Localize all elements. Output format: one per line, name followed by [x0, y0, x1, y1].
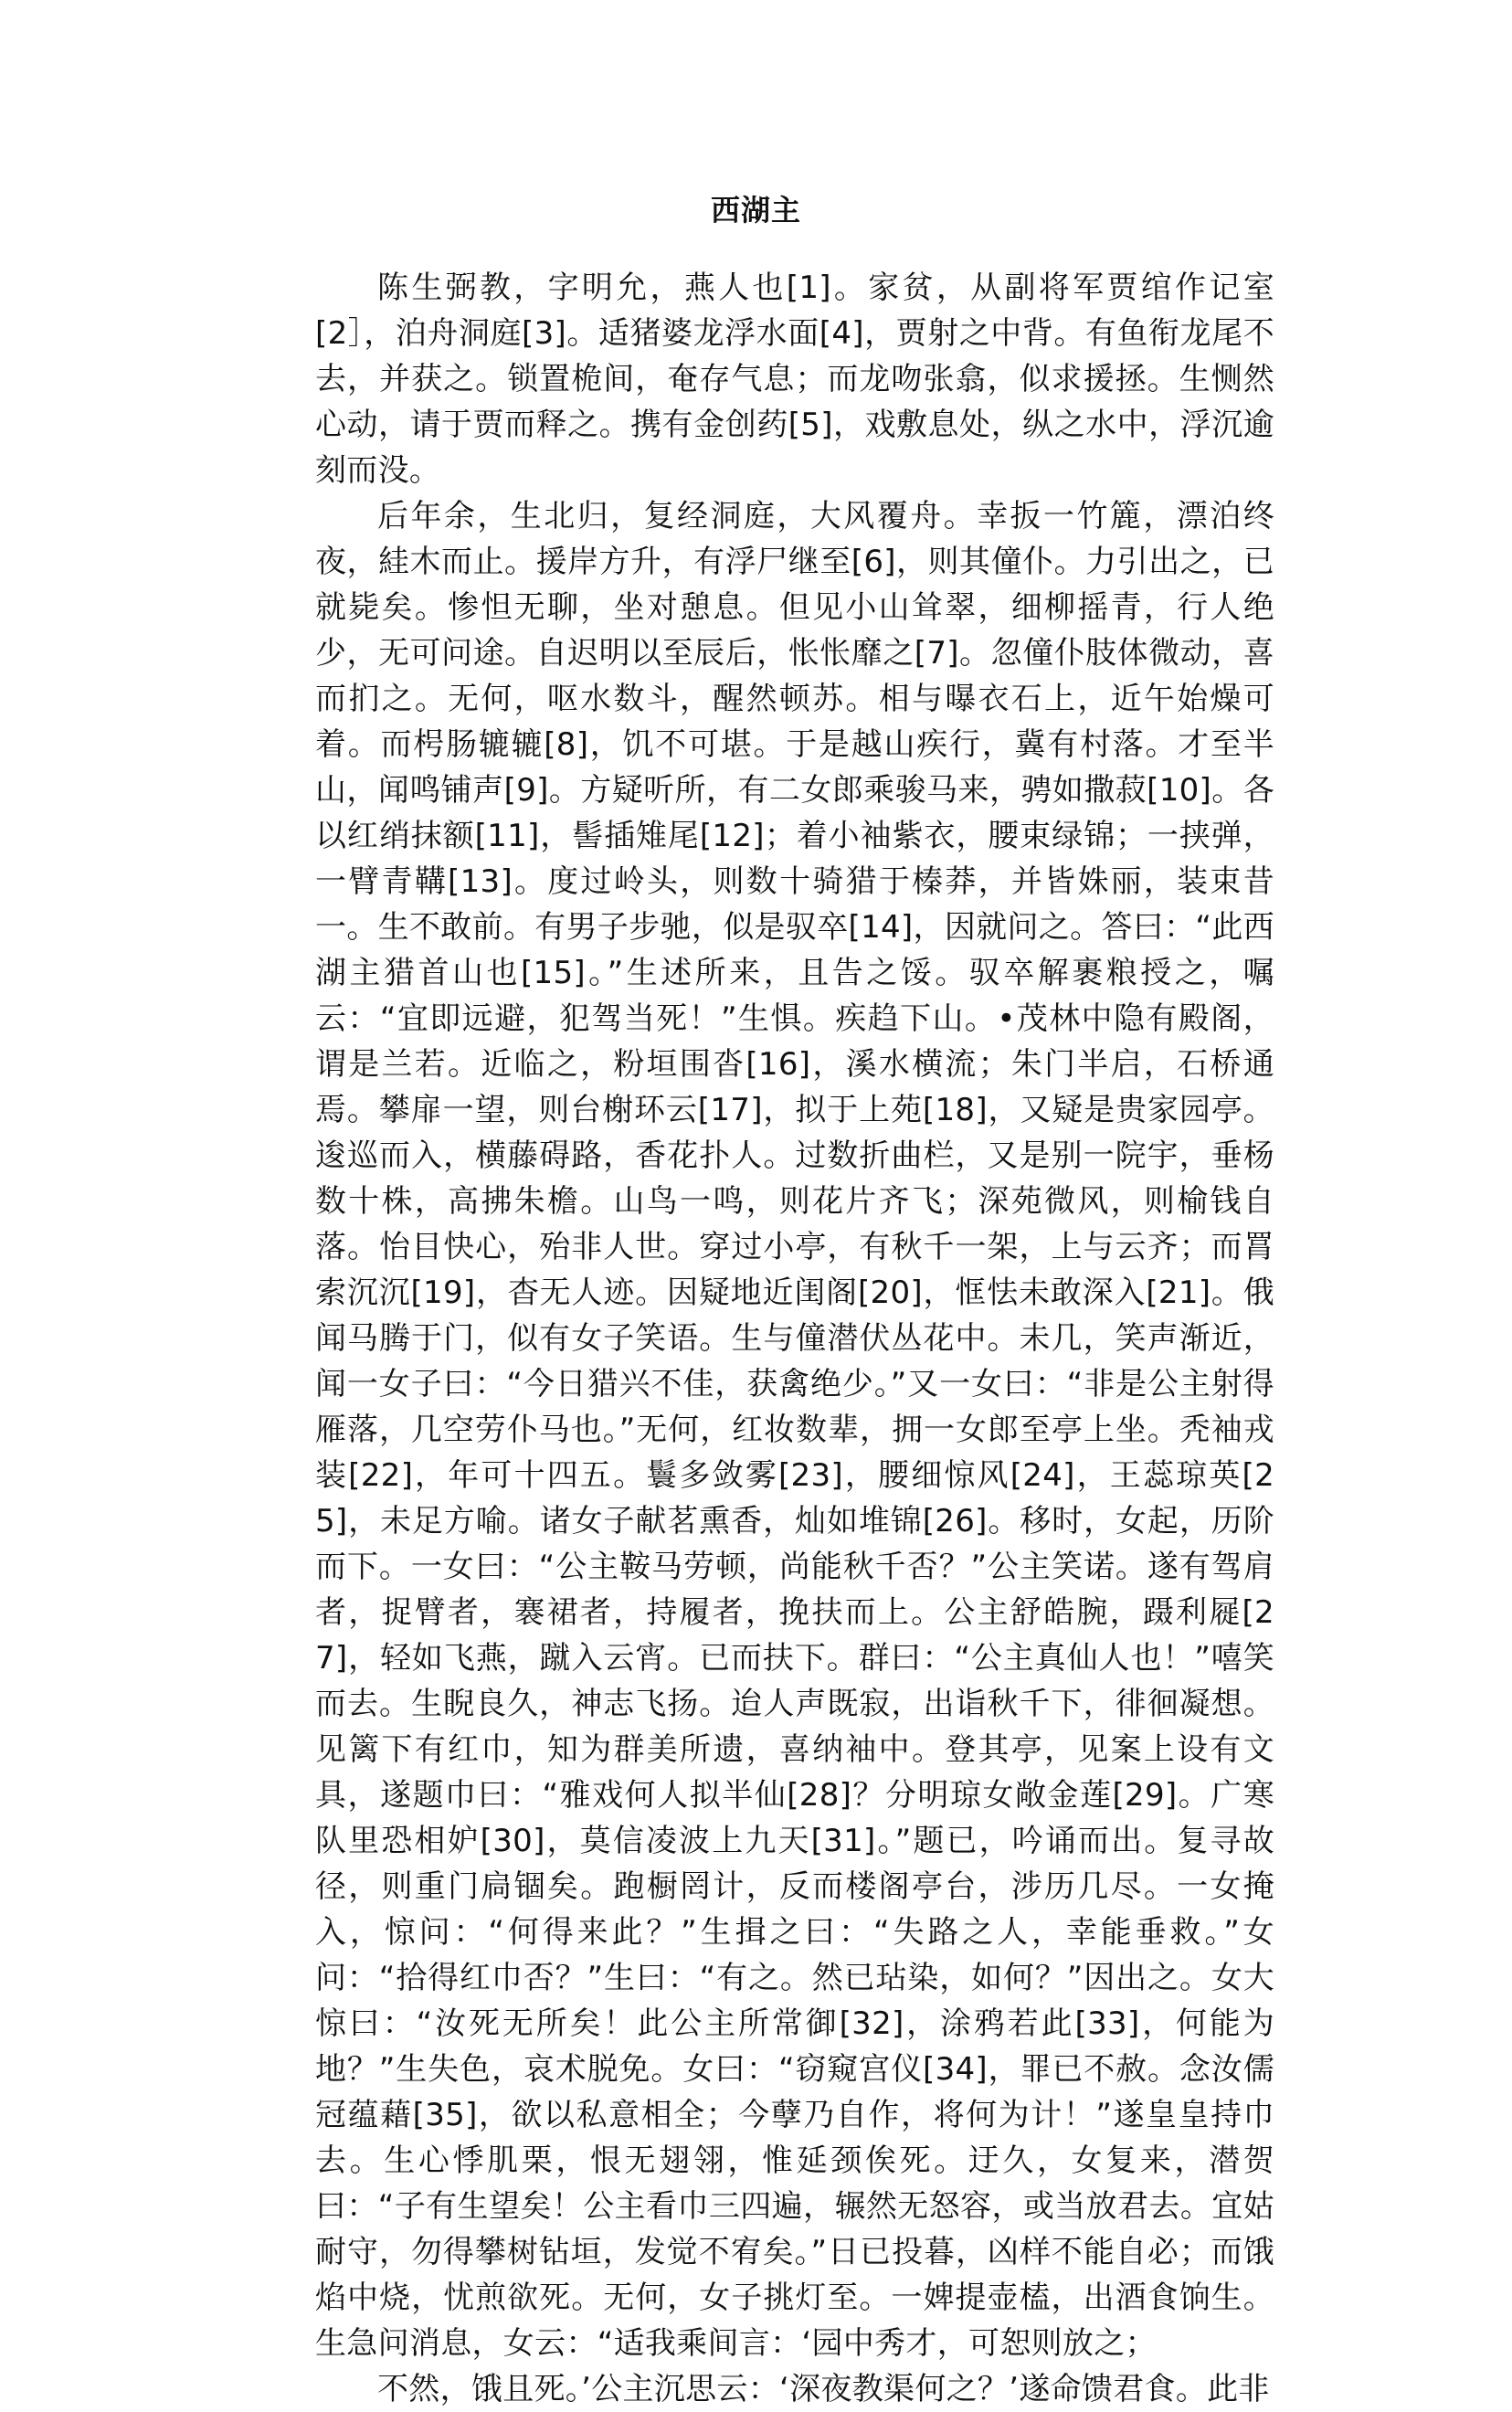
- paragraph-2: 后年余，生北归，复经洞庭，大风覆舟。幸扳一竹簏，漂泊终夜，絓木而止。援岸方升，有浮尸继至[6]，则其僮仆。力引出之，已就毙矣。惨怛无聊，坐对憩息。但见小山耸翠，细柳摇青，行人绝少，无可问途。自迟明以至辰后，怅怅靡之[7]。忽僮仆肢体微动，喜而扪之。无何，呕水数斗，醒然顿苏。相与曝衣石上，近午始燥可着。而枵肠辘辘[8]，饥不可堪。于是越山疾行，冀有村落。才至半山，闻鸣铺声[9]。方疑听所，有二女郎乘骏马来，骋如撒菽[10]。各以红绡抹额[11]，髻插雉尾[12]；着小袖紫衣，腰束绿锦；一挟弹，一臂青鞲[13]。度过岭头，则数十骑猎于榛莽，并皆姝丽，装束昔一。生不敢前。有男子步驰，似是驭卒[14]，因就问之。答曰：“此西湖主猎首山也[15]。”生述所来，且告之馁。驭卒解裹粮授之，嘱云：“宜即远避，犯驾当死！”生惧。疾趋下山。•茂林中隐有殿阁，谓是兰若。近临之，粉垣围沓[16]，溪水横流；朱门半启，石桥通焉。攀扉一望，则台榭环云[17]，拟于上苑[18]，又疑是贵家园亭。逡巡而入，横藤碍路，香花扑人。过数折曲栏，又是别一院宇，垂杨数十株，高拂朱檐。山鸟一鸣，则花片齐飞；深苑微风，则榆钱自落。怡目快心，殆非人世。穿过小亭，有秋千一架，上与云齐；而罥索沉沉[19]，杳无人迹。因疑地近闺阁[20]，恇怯未敢深入[21]。俄闻马腾于门，似有女子笑语。生与僮潜伏丛花中。未几，笑声渐近，闻一女子曰：“今日猎兴不佳，获禽绝少。”又一女曰：“非是公主射得雁落，几空劳仆马也。”无何，红妆数辈，拥一女郎至亭上坐。秃袖戎装[22]，年可十四五。鬟多敛雾[23]，腰细惊风[24]，王蕊琼英[25]，未足方喻。诸女子献茗熏香，灿如堆锦[26]。移时，女起，历阶而下。一女曰：“公主鞍马劳顿，尚能秋千否？”公主笑诺。遂有驾肩者，捉臂者，褰裙者，持履者，挽扶而上。公主舒皓腕，蹑利屣[27]，轻如飞燕，蹴入云宵。已而扶下。群曰：“公主真仙人也！”嘻笑而去。生睨良久，神志飞扬。迨人声既寂，出诣秋千下，徘徊凝想。见篱下有红巾，知为群美所遗，喜纳袖中。登其亭，见案上设有文具，遂题巾曰：“雅戏何人拟半仙[28]？分明琼女敞金莲[29]。广寒队里恐相妒[30]，莫信凌波上九天[31]。”题已，吟诵而出。复寻故径，则重门扃锢矣。跑橱罔计，反而楼阁亭台，涉历几尽。一女掩入，惊问：“何得来此？”生揖之曰：“失路之人，幸能垂救。”女问：“拾得红巾否？”生曰：“有之。然已玷染，如何？”因出之。女大惊曰：“汝死无所矣！此公主所常御[32]，涂鸦若此[33]，何能为地？”生失色，哀术脱免。女曰：“窃窥宫仪[34]，罪已不赦。念汝儒冠蕴藉[35]，欲以私意相全；今孽乃自作，将何为计！”遂皇皇持巾去。生心悸肌栗，恨无翅翎，惟延颈俟死。迂久，女复来，潜贺曰：“子有生望矣！公主看巾三四遍，辗然无怒容，或当放君去。宜姑耐守，勿得攀树钻垣，发觉不宥矣。”日已投暮，凶样不能自必；而饿焰中烧，忧煎欲死。无何，女子挑灯至。一婢提壶榼，出酒食饷生。生急问消息，女云：“适我乘间言：‘园中秀才，可恕则放之；: [315, 498, 1274, 2362]
- paragraph-3: 不然，饿且死。’公主沉思云：‘深夜教渠何之？’遂命馈君食。此非: [377, 2371, 1270, 2407]
- document-title: 西湖主: [710, 193, 801, 227]
- document-body: [315, 265, 1274, 2412]
- paragraph-1: 陈生弼教，字明允，燕人也[1]。家贫，从副将军贾绾作记室[2］，泊舟洞庭[3]。适猪婆龙浮水面[4]，贾射之中背。有鱼衔龙尾不去，并获之。锁置桅间，奄存气息；而龙吻张翕，似求援拯。生恻然心动，请于贾而释之。携有金创药[5]，戏敷息处，纵之水中，浮沉逾刻而没。: [315, 270, 1274, 489]
